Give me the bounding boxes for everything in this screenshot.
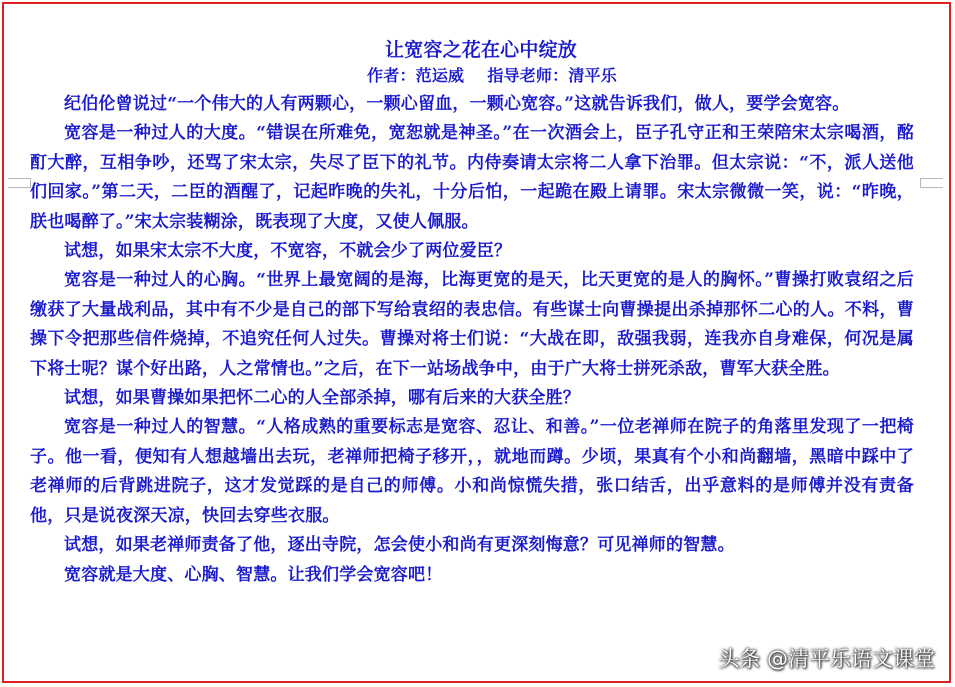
paragraph-conclusion: 宽容就是大度、心胸、智慧。让我们学会宽容吧！ (64, 564, 443, 585)
document-body (30, 36, 914, 590)
watermark: 头条 @清平乐语文课堂 (718, 647, 935, 671)
paragraph-wisdom: 宽容是一种过人的智慧。“人格成熟的重要标志是宽容、忍让、和善。”一位老禅师在院子的角落里发现了一把椅子。他一看，便知有人想越墙出去玩，老禅师把椅子移开，，就地而蹲。少顷，果真有个小和尚翻墙，黑暗中踩中了老禅师的后背跳进院子，这才发觉踩的是自己的师傅。小和尚惊慌失措，张口结舌，出乎意料的是师傅并没有责备他，只是说夜深天凉，快回去穿些衣服。 (30, 417, 914, 526)
document-title: 让宽容之花在心中绽放 (384, 39, 577, 61)
paragraph-reflection-3: 试想，如果老禅师责备了他，逐出寺院，怎会使小和尚有更深刻悔意？可见禅师的智慧。 (64, 535, 735, 556)
paragraph-broadmind: 宽容是一种过人的心胸。“世界上最宽阔的是海，比海更宽的是天，比天更宽的是人的胸怀。”曹操打败袁绍之后缴获了大量战利品，其中有不少是自己的部下写给袁绍的表忠信。有些谋士向曹操提出杀掉那怀二心的人。不料，曹操下令把那些信件烧掉，不追究任何人过失。曹操对将士们说：“大战在即，敌强我弱，连我亦自身难保，何况是属下将士呢？谋个好出路，人之常情也。”之后，在下一站场战争中，由于广大将士拼死杀敌，曹军大获全胜。 (30, 270, 914, 379)
paragraph-magnanimity: 宽容是一种过人的大度。“错误在所难免，宽恕就是神圣。”在一次酒会上，臣子孔守正和王荣陪宋太宗喝酒，酩酊大醉，互相争吵，还骂了宋太宗，失尽了臣下的礼节。内侍奏请太宗将二人拿下治罪。但太宗说：“不，派人送他们回家。”第二天，二臣的酒醒了，记起昨晚的失礼，十分后怕，一起跪在殿上请罪。宋太宗微微一笑，说：“昨晚，朕也喝醉了。”宋太宗装糊涂，既表现了大度，又使人佩服。 (30, 123, 914, 232)
paragraph-reflection-1: 试想，如果宋太宗不大度，不宽容，不就会少了两位爱臣？ (64, 241, 512, 262)
author-byline: 作者：范运威 指导老师：清平乐 (367, 66, 617, 85)
right-margin-marker (920, 178, 943, 188)
paragraph-reflection-2: 试想，如果曹操如果把怀二心的人全部杀掉，哪有后来的大获全胜？ (64, 388, 580, 409)
paragraph-intro: 纪伯伦曾说过“一个伟大的人有两颗心，一颗心留血，一颗心宽容。”这就告诉我们，做人，要学会宽容。 (64, 94, 850, 114)
left-margin-marker (8, 178, 31, 188)
